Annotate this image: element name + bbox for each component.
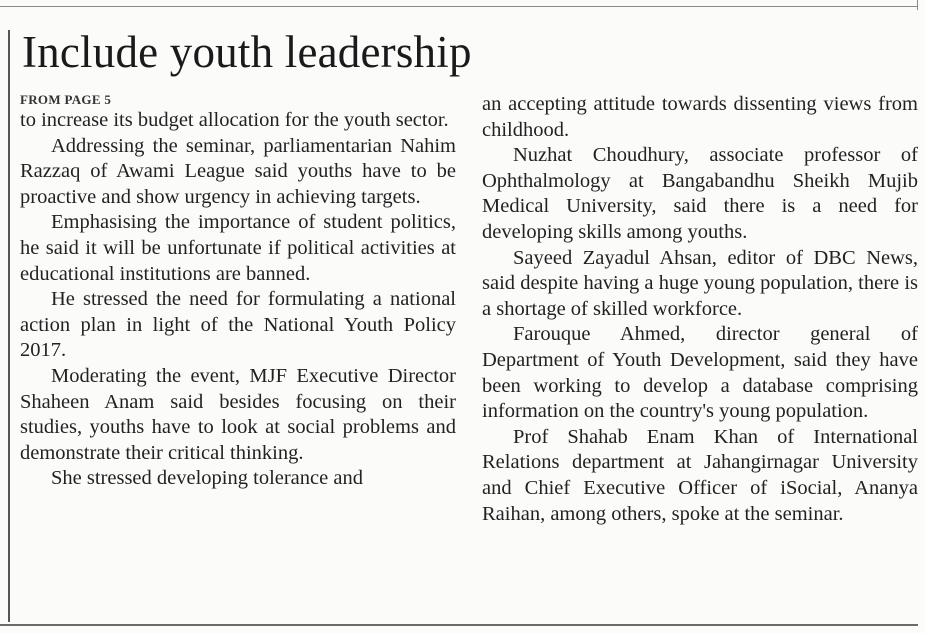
top-rule xyxy=(0,6,918,7)
paragraph: He stressed the need for formulating a national action plan in light of the National Youth Policy 2017. xyxy=(20,288,456,362)
paragraph: Moderating the event, MJF Executive Director Shaheen Anam said besides focusing on their studies, youths have to look at social problems and demonstrate their critical thinking. xyxy=(20,364,456,464)
left-column xyxy=(20,91,456,492)
paragraph: Nuzhat Choudhury, associate professor of Ophthalmology at Bangabandhu Sheikh Mujib Medical University, said there is a need for developing skills among youths. xyxy=(482,144,918,243)
paragraph: She stressed developing tolerance and xyxy=(51,467,363,490)
bottom-rule xyxy=(0,624,918,626)
jump-line: FROM PAGE 5 xyxy=(20,92,112,107)
right-column xyxy=(482,92,918,527)
left-column-rule xyxy=(8,30,10,622)
paragraph: an accepting attitude towards dissenting views from childhood. xyxy=(482,93,918,141)
paragraph: to increase its budget allocation for the youth sector. xyxy=(20,109,449,131)
right-rule xyxy=(917,0,918,10)
paragraph: Farouque Ahmed, director general of Department of Youth Development, said they have been working to develop a database comprising information on the country's young population. xyxy=(482,323,918,423)
paragraph: Prof Shahab Enam Khan of International Relations department at Jahangirnagar University and Chief Executive Officer of iSocial, Ananya Raihan, among others, spoke at the seminar. xyxy=(482,425,918,525)
paragraph: Sayeed Zayadul Ahsan, editor of DBC News, said despite having a huge young population, there is a shortage of skilled workforce. xyxy=(482,246,918,320)
paragraph: Emphasising the importance of student politics, he said it will be unfortunate if political activities at educational institutions are banned. xyxy=(20,211,456,285)
headline: Include youth leadership xyxy=(22,27,472,77)
paragraph: Addressing the seminar, parliamentarian Nahim Razzaq of Awami League said youths have to be proactive and show urgency in achieving targets. xyxy=(20,134,456,208)
